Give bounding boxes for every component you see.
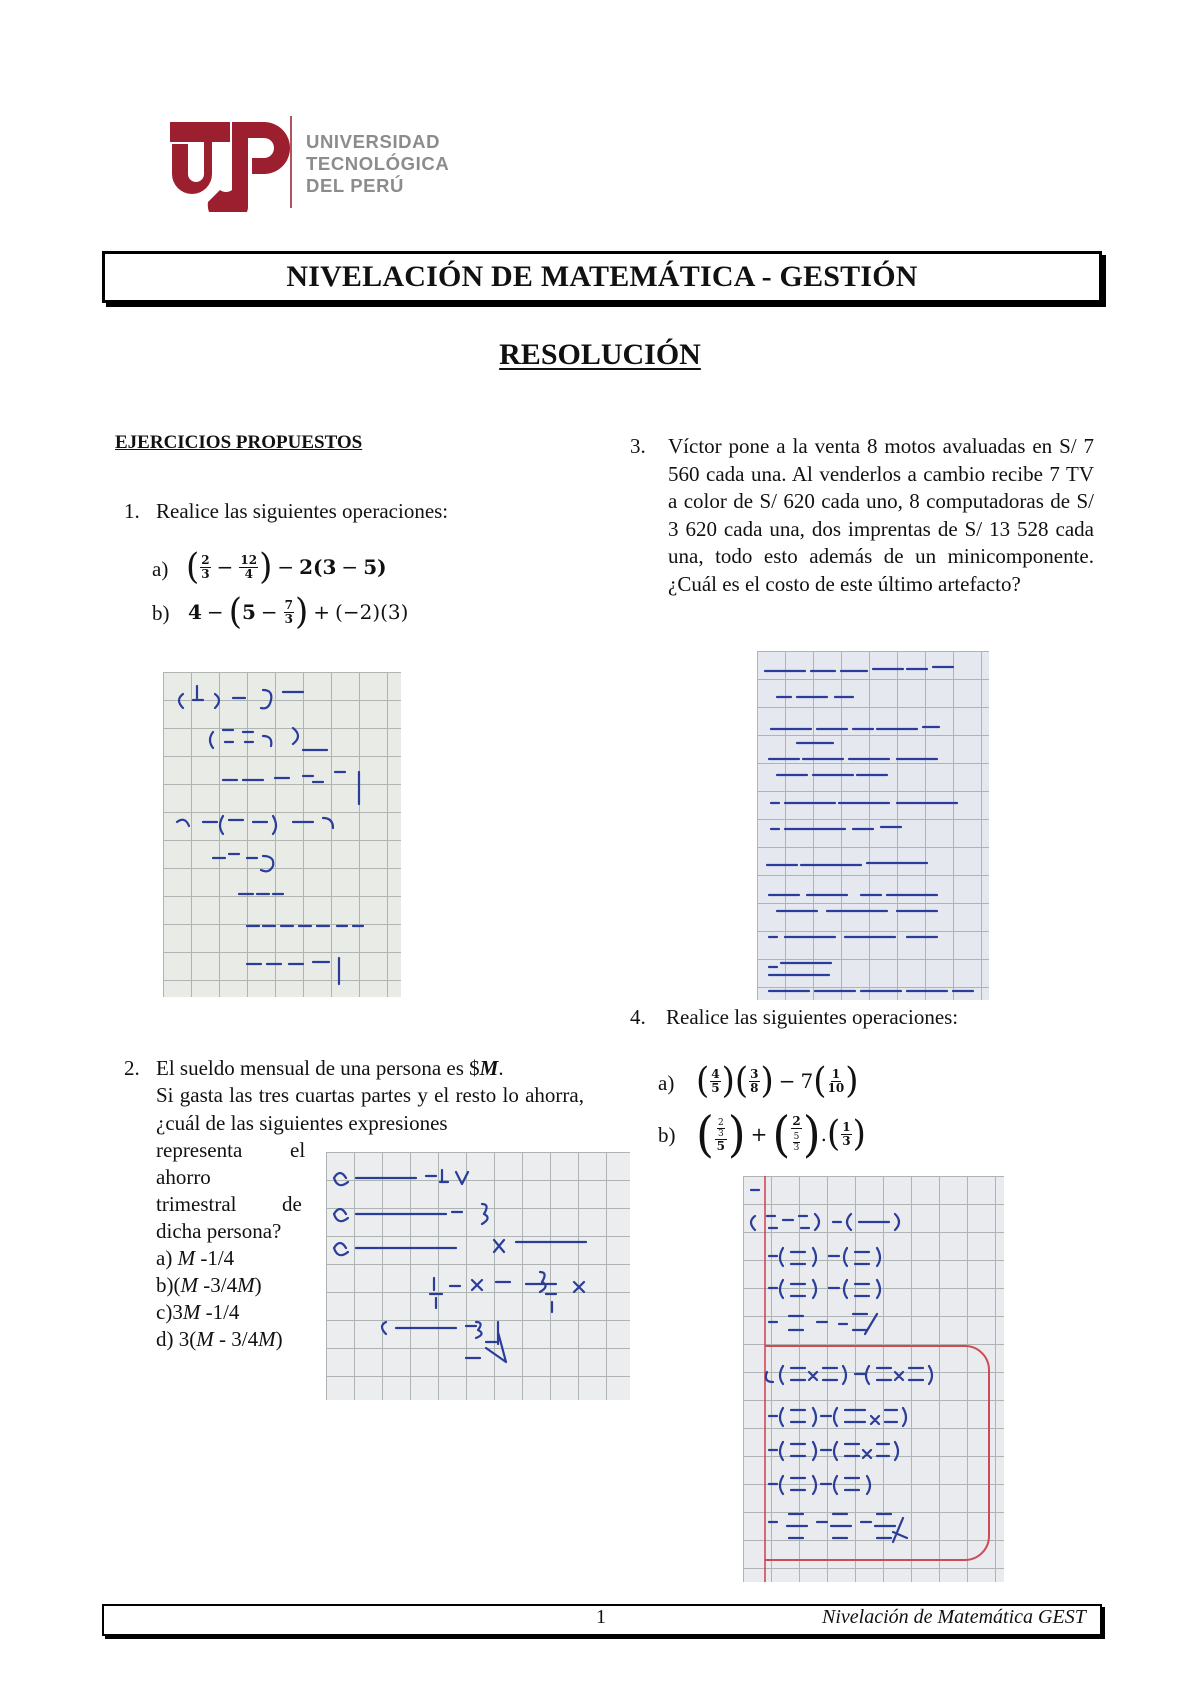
exercise-4b-label: b) [658,1123,676,1147]
option-variable: M [177,1246,196,1270]
handwriting-sketch-3 [757,651,989,1000]
option-prefix: c)3 [156,1300,183,1324]
exercise-1-number: 1. [124,499,140,523]
option-end: ) [275,1327,283,1351]
logo-divider [290,116,292,208]
exercise-1b-expression: 4 − ( 5 − $\frac{7}{3}$ ) + (−2)(3) [188,591,409,633]
exercise-2-word-dicha: dicha persona? [156,1219,282,1243]
exercise-4-number: 4. [630,1005,646,1029]
handwriting-sketch-1 [163,672,401,997]
logo-line-1: UNIVERSIDAD [306,131,441,152]
exercise-3-text: Víctor pone a la venta 8 motos avaluadas en S/ 7 560 cada una. Al venderlos a cambio recibe 7 TV a color de S/ 620 cada uno, 8 computadoras de S/ 3 620 cada una, dos imprentas de S/ 13 528 cada una, todo esto además de un minicomponente. ¿Cuál es el costo de este último artefacto? [668,434,1094,596]
handwritten-solution-2-photo [326,1152,630,1400]
exercise-2-option-c [156,1299,239,1327]
exercise-2-option-b [156,1272,262,1300]
exercise-2-text: Si gasta las tres cuartas partes y el resto lo ahorra, ¿cuál de las siguientes expresiones [156,1083,584,1135]
exercise-1b-label: b) [152,601,170,625]
option-rest: -3/4 [198,1273,238,1297]
exercise-2-word-trimestral: trimestral [156,1192,237,1216]
subtitle-text: RESOLUCIÓN [499,338,701,371]
section-heading: EJERCICIOS PROPUESTOS [115,432,363,453]
title-box [102,251,1102,303]
logo-wordmark [306,131,449,197]
logo-line-2: TECNOLÓGICA [306,153,450,174]
exercise-4a-label: a) [658,1071,675,1095]
exercise-2-option-d [156,1326,283,1354]
option-rest: - 3/4 [213,1327,259,1351]
utp-logo-icon [168,112,298,212]
option-variable-2: M [258,1327,276,1351]
handwritten-solution-3-photo [757,651,989,1000]
page-number: 1 [596,1606,606,1628]
exercise-2-line-1 [156,1055,584,1083]
option-variable: M [196,1327,214,1351]
variable-m: M [479,1056,499,1080]
exercise-2-word-el: el [290,1138,306,1162]
footer-course-name: Nivelación de Matemática GEST [822,1606,1086,1628]
exercise-2-line-1-text: El sueldo mensual de una persona es $ [156,1056,480,1080]
handwriting-sketch-2 [326,1152,630,1400]
option-rest: -1/4 [195,1246,235,1270]
exercise-2-number: 2. [124,1056,140,1080]
exercise-2-word-ahorro: ahorro [156,1165,211,1189]
exercise-2-option-a [156,1245,234,1273]
exercise-2-word-represents: representa [156,1138,243,1162]
option-rest: -1/4 [200,1300,240,1324]
exercise-1a-label: a) [152,557,169,581]
exercise-3-number: 3. [630,434,646,458]
exercise-4a-expression: ( $\frac{4}{5}$ ) ( $\frac{3}{8}$ ) − 7 ( $\frac{1}{10}$ ) [696,1060,859,1102]
exercise-1-text: Realice las siguientes operaciones: [156,499,449,523]
subtitle [0,338,1200,372]
handwritten-solution-1-photo [163,672,401,997]
option-prefix: d) 3( [156,1327,197,1351]
exercise-1a-expression: ( $\frac{2}{3}$ − $\frac{12}{4}$ ) − 2(3 − 5) [186,546,387,588]
option-end: ) [254,1273,262,1297]
option-prefix: b)( [156,1273,181,1297]
exercise-4b-expression: ( $\frac{\frac{2}{3}}{5}$ ) + ( $\frac{2}{\frac{5}{3}}$ ) . ( $\frac{1}{3}$ ) [696,1105,866,1163]
option-variable: M [182,1300,201,1324]
logo-line-3: DEL PERÚ [306,175,405,196]
option-prefix: a) [156,1246,178,1270]
exercise-4-text: Realice las siguientes operaciones: [666,1005,959,1029]
option-variable: M [180,1273,198,1297]
exercise-2-line-1-end: . [498,1056,504,1080]
handwriting-sketch-4 [743,1176,1004,1582]
option-variable-2: M [237,1273,255,1297]
page-title: NIVELACIÓN DE MATEMÁTICA - GESTIÓN [286,260,918,293]
exercise-2-word-de: de [282,1192,302,1216]
handwritten-solution-4-photo [743,1176,1004,1582]
